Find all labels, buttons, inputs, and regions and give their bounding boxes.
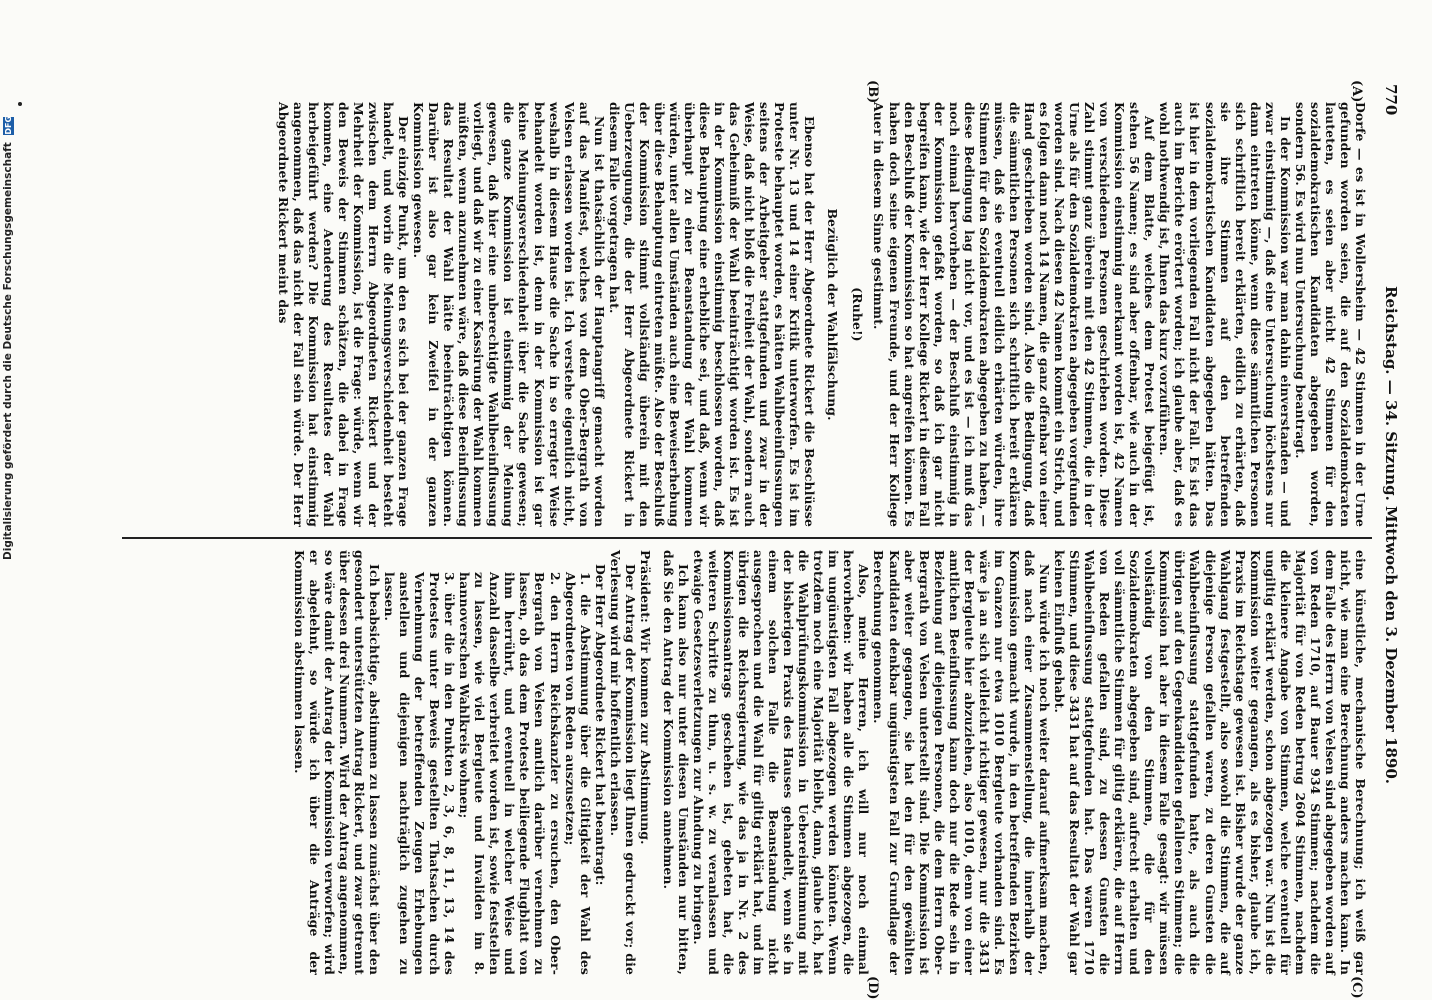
motion-item: 2. den Herrn Reichskanzler zu ersuchen, den Ober-Bergrath von Velsen amtlich darüber vernehmen zu lassen, ob das dem Proteste beiliegende Flugblatt von ihm herrührt, und eventuell in welcher Weise und Anzahl dasselbe verbreitet worden ist, sowie feststellen zu lassen, wie viel Bergleute und Invaliden im 8. hannoverschen Wahlkreis wohnen; — [457, 572, 563, 975]
section-heading: Bezüglich der Wahlfälschung. — [825, 208, 841, 421]
paragraph: In der Kommission war man dahin einverstanden — und zwar einstimmig —, daß eine Untersuchung höchstens nur dann eintreten könne, wenn diese sämmtlichen Personen sich schriftlich bereit erklärten, eidlich zu erhärten, daß sie ihre Stimmen auf den betreffenden sozialdemokratischen Kandidaten abgegeben hätten. Das ist hier in dem vorliegenden Fall nicht der Fall. Es ist das auch im Berichte erörtert worden; ich glaube aber, daß es wohl nothwendig ist, Ihnen das kurz vorzuführen. — [1157, 102, 1293, 527]
margin-marker-d: (D) — [865, 976, 880, 1000]
paragraph: Auf dem Blatte, welches dem Protest beigefügt ist, stehen 56 Namen; es sind aber offenbar, wie auch in der Kommission einstimmig anerkannt worden ist, 42 Namen von verschiedenen Personen geschrieben worden. Diese Zahl stimmt ganz überein mit den 42 Stimmen, die in der Urne als für den Sozialdemokraten abgegeben vorgefunden worden sind. Nach diesen 42 Namen kommt ein Strich, und es folgen dann noch 14 Namen, die ganz offenbar von einer Hand geschrieben worden sind. Also die Bedingung, daß die sämmtlichen Personen sich schriftlich bereit erklären müssen, daß sie eventuell eidlich erhärten würden, ihre Stimmen für den Sozialdemokraten abgegeben zu haben, — diese Bedingung lag nicht vor, und es ist — ich muß das noch einmal hervorheben — der Beschluß einstimmig in der Kommission gefaßt worden, so daß ich gar nicht begreifen kann, wie der Herr Kollege Rickert in diesem Fall den Beschluß der Kommission so hat angreifen können. Es haben doch seine eigenen Freunde, und der Herr Kollege Auer in diesem Sinne gestimmt. — [871, 102, 1158, 527]
rotated-document-page — [110, 80, 1400, 1000]
paragraph: Der Herr Abgeordnete Rickert hat beantragt: — [592, 564, 608, 886]
paragraph: Nun würde ich noch weiter darauf aufmerksam machen, daß nach einer Zusammenstellung, die innerhalb der Kommission gemacht wurde, in den betreffenden Bezirken im Ganzen nur etwa 1010 Bergleute vorhanden sind. Es wäre ja an sich vielleicht richtiger gewesen, nur die 3431 der Bergleute hier abzuziehen, also 1010, denn von einer amtlichen Beeinflussung kann doch nur die Rede sein in Beziehung auf diejenigen Personen, die dem Herrn Ober-Bergrath von Velsen unterstellt sind. Die Kommission ist aber weiter gegangen, sie hat den für den gewählten Kandidaten denkbar ungünstigsten Fall zur Grundlage der Berechnung genommen. — [871, 550, 1053, 975]
scan-speck — [18, 102, 22, 106]
interjection: (Ruhe!) — [850, 287, 866, 342]
paragraph: Der Antrag der Kommission liegt Ihnen gedruckt vor; die Verlesung wird mir hoffentlich erlassen. — [607, 550, 638, 975]
paragraph: Also, meine Herren, ich will nur noch einmal hervorheben: wir haben alle die Stimmen abgezogen, die im ungünstigsten Fall abgezogen werden könnten. Wenn trotzdem noch eine Majorität bleibt, dann, glaube ich, hat die Wahlprüfungskommission in Uebereinstimmung mit der bisherigen Praxis des Hauses gehandelt, wenn sie in einem solchen Falle die Beanstandung nicht ausgesprochen und die Wahl für giltig erklärt hat, und im übrigen die Reichsregierung, wie das ja in Nr. 2 des Kommissionsantrags geschehen ist, gebeten hat, die weiteren Schritte zu thun, u. s. w. zu veranlassen und etwaige Gesetzesverletzungen zur Ahndung zu bringen. — [690, 550, 872, 975]
motion-item: 3. über die in den Punkten 2, 3, 6, 8, 11, 13, 14 des Protestes unter Beweis gestellten Thatsachen durch Vernehmung der betreffenden Zeugen Erhebungen anstellen und diejenigen nachträglich zugehen zu lassen. — [382, 572, 458, 975]
running-title: Reichstag. — 34. Sitzung. Mittwoch den 3. Dezember 1890. — [1382, 285, 1400, 785]
motion-item: 1. die Abstimmung über die Giltigkeit der Wahl des Abgeordneten von Reden auszusetzen; — [562, 572, 593, 975]
paragraph: Ebenso hat der Herr Abgeordnete Rickert die Beschlüsse unter Nr. 13 und 14 einer Kritik unterworfen. Es ist im Proteste behauptet worden, es hätten Wahlbeeinflussungen seitens der Arbeitgeber stattgefunden und zwar in der Weise, daß nicht bloß die Freiheit der Wahl, sondern auch das Geheimniß der Wahl beeinträchtigt worden ist. Es ist in der Kommission einstimmig beschlossen worden, daß diese Behauptung eine erhebliche sei, und daß, wenn wir überhaupt zu einer Beanstandung der Wahl kommen würden, unter allen Umständen auch eine Beweiserhebung über diese Behauptung eintreten müßte. Also der Beschluß der Kommission stimmt vollständig überein mit den Ueberzeugungen, die der Herr Abgeordnete Rickert in diesem Falle vorgetragen hat. — [606, 102, 818, 527]
left-column — [276, 102, 1368, 527]
paragraph: Ich beabsichtige, abstimmen zu lassen zunächst über den gesondert unterstützten Antrag Rickert, und zwar getrennt über dessen drei Nummern. Wird der Antrag angenommen, so wäre damit der Antrag der Kommission verworfen; wird er abgelehnt, so würde ich über die Anträge der Kommission abstimmen lassen. — [291, 550, 382, 975]
footer-text: Digitalisierung gefördert durch die Deutsche Forschungsgemeinschaft — [2, 142, 14, 560]
dfg-logo-icon: DFG — [3, 115, 13, 135]
paragraph: Dorfe — es ist in Wollersheim — 42 Stimmen in der Urne gefunden worden seien, die auf den Sozialdemokraten lauteten, es seien aber nicht 42 Stimmen für den sozialdemokratischen Kandidaten abgegeben worden, sondern 56. Es wird nun Untersuchung beantragt. — [1292, 102, 1368, 527]
page-header — [1378, 80, 1400, 990]
right-column — [292, 550, 1368, 975]
president-statement: Präsident: Wir kommen zur Abstimmung. — [637, 550, 653, 845]
paragraph: eine künstliche, mechanische Berechnung; ich weiß gar nicht, wie man eine Berechnung anders machen kann. In dem Falle des Herrn von Velsen sind abgegeben worden auf von Reden 1710, auf Bauer 934 Stimmen; nachdem die Majorität für von Reden betrug 2604 Stimmen, nachdem die kleinere Angabe von Stimmen, welche eventuell für ungiltig erklärt werden, schon abgezogen war. Nun ist die Kommission weiter gegangen, als es bisher, glaube ich, Praxis im Reichstage gewesen ist. Bisher wurde der ganze Wahlgang festgestellt, also sowohl die Stimmen, die auf diejenige Person gefallen waren, zu deren Gunsten die Wahlbeeinflussung stattgefunden hatte, als auch die übrigen auf den Gegenkandidaten gefallenen Stimmen; die Kommission hat aber in diesem Falle gesagt: wir müssen vollständig von den Stimmen, die für den Sozialdemokraten abgegeben sind, aufrecht erhalten und voll sämmtliche Stimmen für giltig erklären, die auf Herrn von Reden gefallen sind, zu dessen Gunsten die Wahlbeeinflussung stattgefunden hat. Das waren 1710 Stimmen, und diese 3431 hat auf das Resultat der Wahl gar keinen Einfluß gehabt. — [1052, 550, 1368, 975]
digitization-footer — [2, 115, 16, 560]
column-divider — [122, 537, 1372, 539]
margin-marker-c: (C) — [1349, 976, 1364, 999]
margin-marker-a: (A) — [1349, 80, 1364, 103]
paragraph: Ich kann also nur unter diesen Umständen nur bitten, daß Sie den Antrag der Kommission annehmen. — [660, 550, 691, 975]
margin-marker-b: (B) — [865, 80, 880, 104]
paragraph: Nun ist thatsächlich der Hauptangriff gemacht worden auf das Manifest, welches von dem Ober-Bergrath von Velsen erlassen worden ist. Ich verstehe eigentlich nicht, weshalb in diesem Hause die Sache in so erregter Weise behandelt worden ist, denn in der Kommission ist gar keine Meinungsverschiedenheit über die Sache gewesen; die ganze Kommission ist einstimmig der Meinung gewesen, daß hier eine unberechtigte Wahlbeeinflussung vorliegt, und daß wir zu einer Kassirung der Wahl kommen müßten, wenn anzunehmen wäre, daß diese Beeinflussung das Resultat der Wahl hätte beeinträchtigen können. Darüber ist also gar kein Zweifel in der ganzen Kommission gewesen. — [411, 102, 607, 527]
page-number: 770 — [1382, 84, 1400, 116]
paragraph: Der einzige Punkt, um den es sich bei der ganzen Frage handelt, und worin die Meinungsverschiedenheit besteht zwischen dem Herrn Abgeordneten Rickert und der Mehrheit der Kommission, ist die Frage: würde, wenn wir den Beweis der Stimmen schätzen, die dabei in Frage kommen, eine Aenderung des Resultates der Wahl herbeigeführt werden? Die Kommission hat einstimmig angenommen, daß das nicht der Fall sein würde. Der Herr Abgeordnete Rickert meint das — [275, 102, 412, 527]
motion-list — [382, 550, 593, 975]
